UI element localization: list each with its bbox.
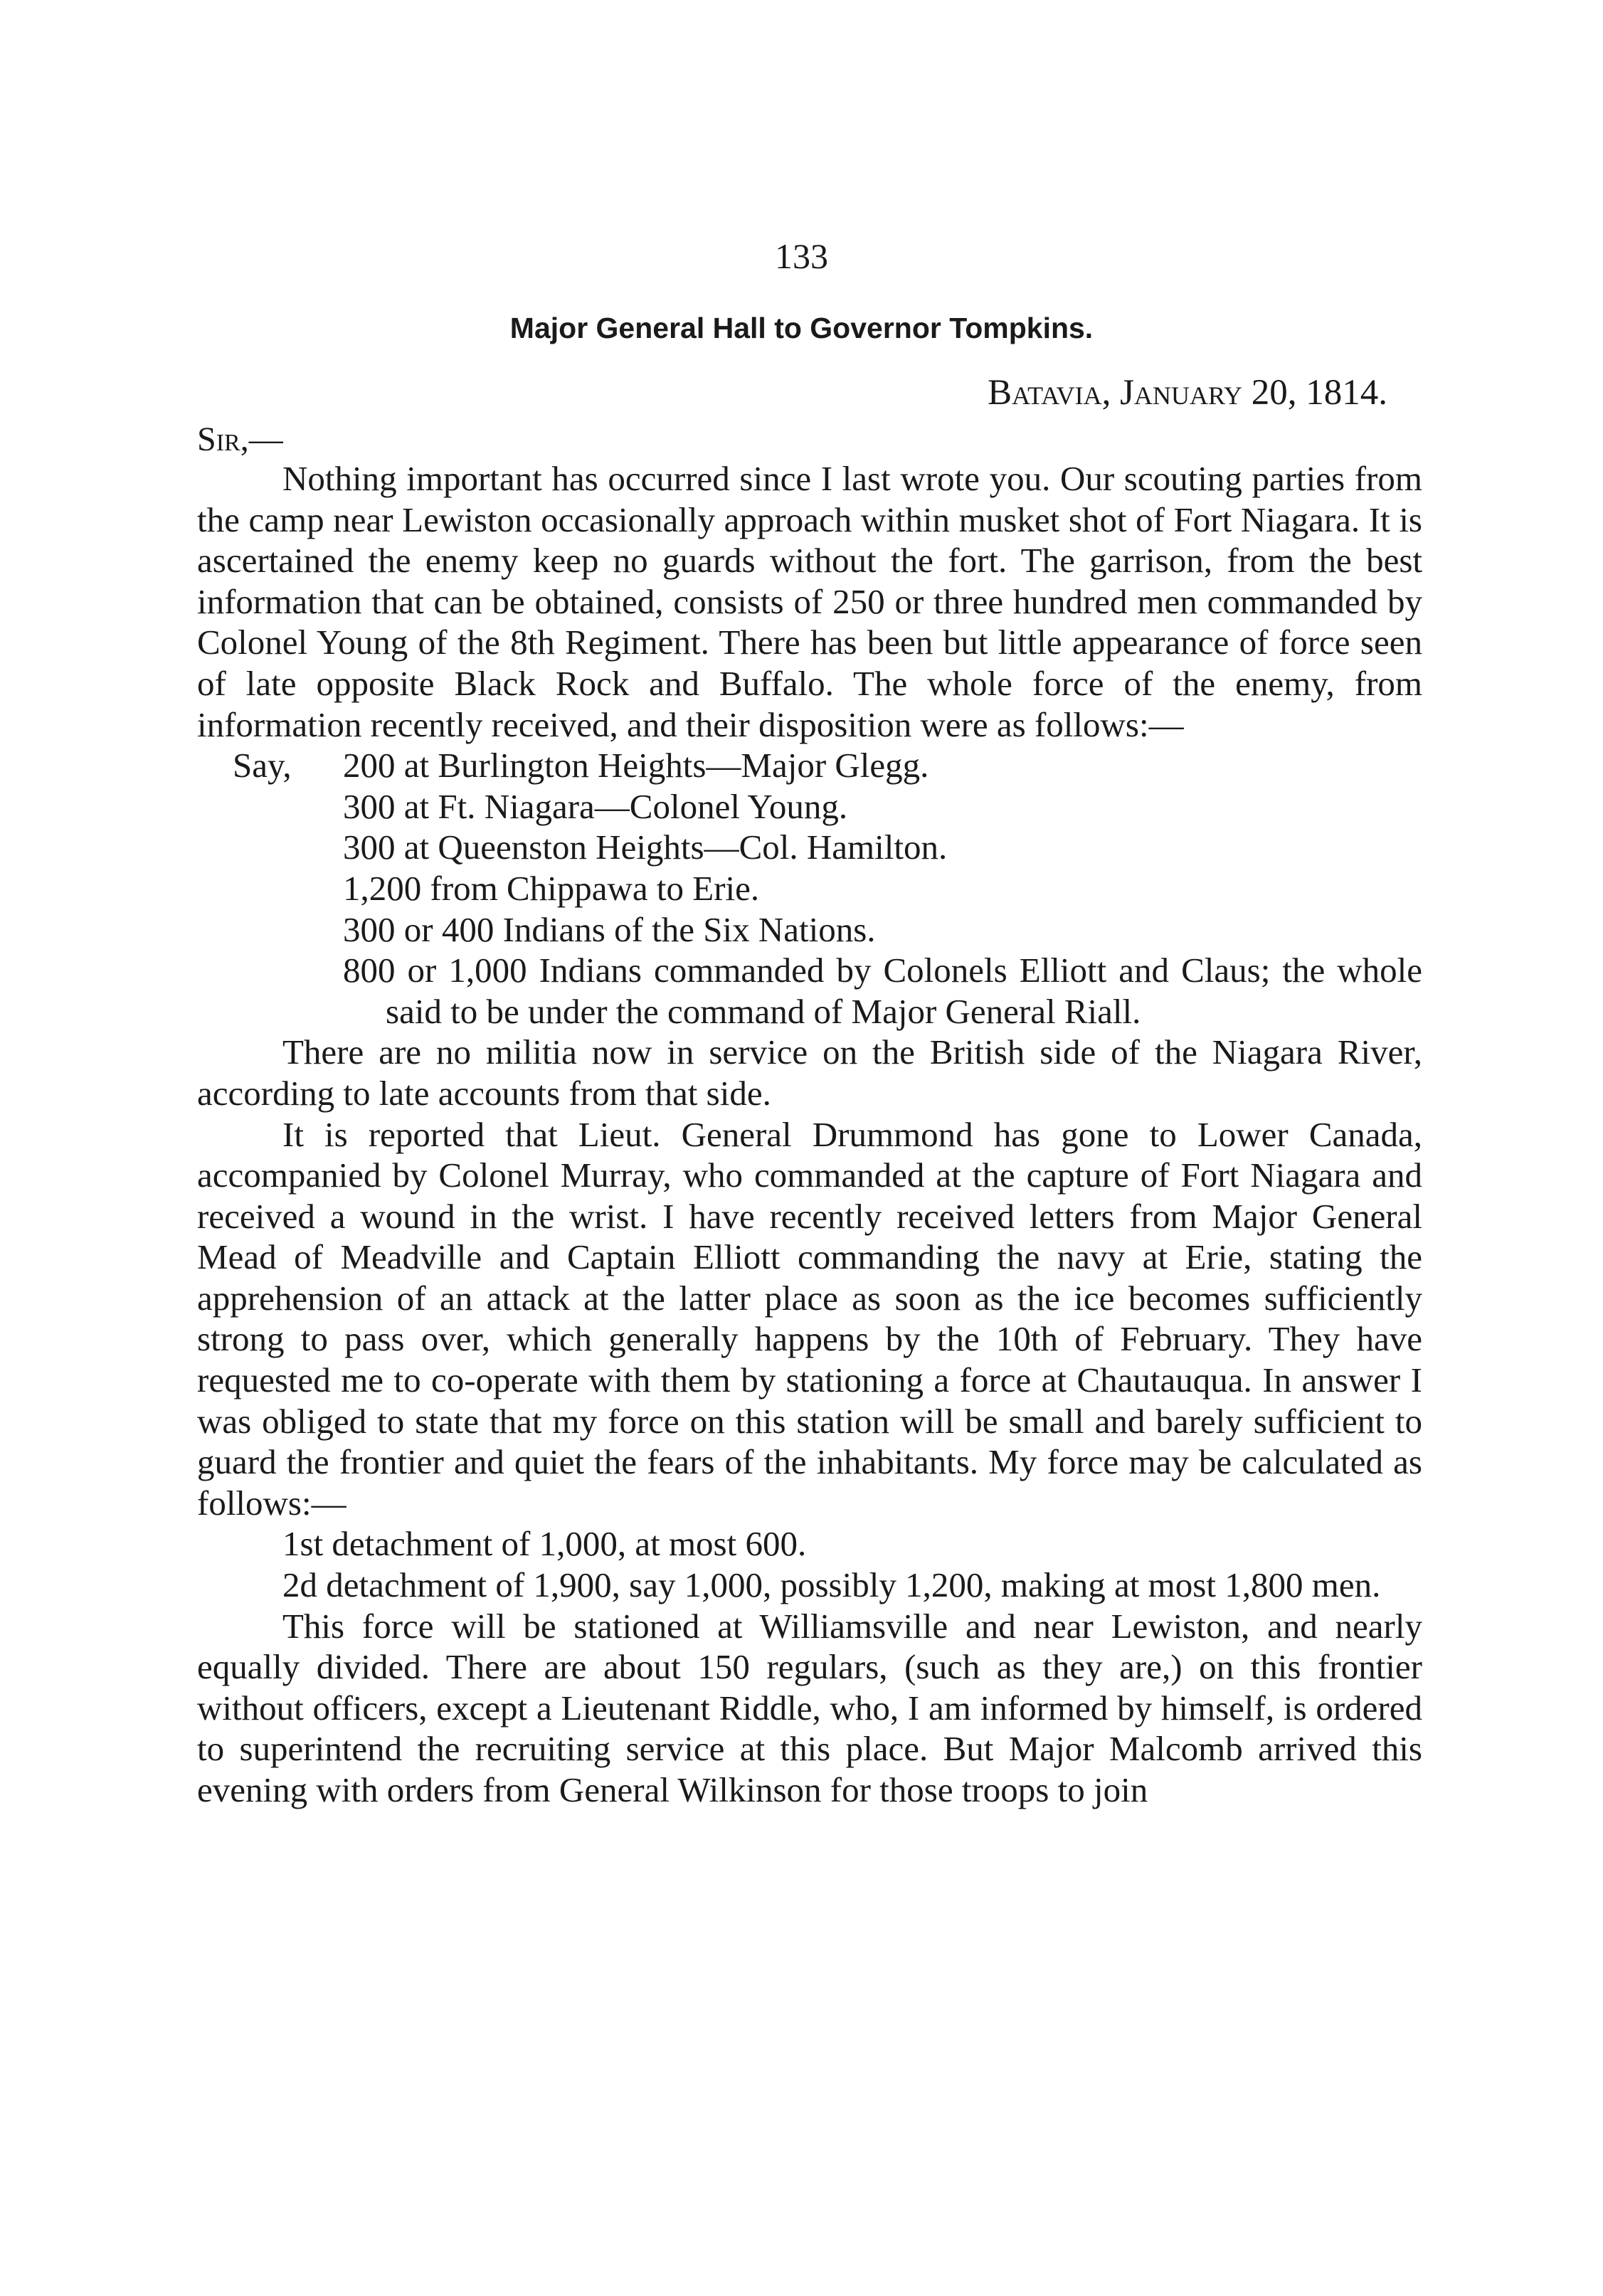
paragraph-6: This force will be stationed at Williamsville and near Lewiston, and nearly equally divided. There are about 150 regulars, (such as they are,) on this frontier without officers, except a Lieutenant Riddle, who, I am informed by himself, is ordered to superintend the recruiting service at this place. But Major Malcomb arrived this evening with orders from General Wilkinson for those troops to join [197, 1606, 1422, 1809]
paragraph-1: Nothing important has occurred since I last wrote you. Our scouting parties from the camp near Lewiston occasionally approach within musket shot of Fort Niagara. It is ascertained the enemy keep no guards without the fort. The garrison, from the best information that can be obtained, consists of 250 or three hundred men commanded by Colonel Young of the 8th Regiment. There has been but little appearance of force seen of late opposite Black Rock and Buffalo. The whole force of the enemy, from information recently received, and their disposition were as follows:— [197, 459, 1422, 744]
list-item [197, 868, 1422, 909]
force-list [197, 745, 1422, 1032]
page-number: 133 [775, 236, 828, 276]
list-item [197, 950, 1422, 1032]
letter-heading: Major General Hall to Governor Tompkins. [509, 312, 1094, 344]
list-item-text: 800 or 1,000 Indians commanded by Colonels Elliott and Claus; the whole said to be under the command of Major General Riall. [343, 951, 1422, 1031]
letter-body [197, 458, 1422, 1811]
list-item [197, 827, 1422, 868]
dateline: Batavia, January 20, 1814. [988, 373, 1387, 413]
list-item-text: 1,200 from Chippawa to Erie. [343, 868, 760, 908]
list-item-text: 300 at Queenston Heights—Col. Hamilton. [343, 827, 948, 867]
list-item [197, 786, 1422, 827]
list-item-text: 200 at Burlington Heights—Major Glegg. [343, 746, 929, 785]
paragraph-5: 2d detachment of 1,900, say 1,000, possibly 1,200, making at most 1,800 men. [282, 1565, 1381, 1605]
list-item [197, 909, 1422, 951]
list-lead: Say, [233, 746, 292, 785]
paragraph-2: There are no militia now in service on the British side of the Niagara River, according to late accounts from that side. [197, 1032, 1422, 1113]
list-item-text: 300 at Ft. Niagara—Colonel Young. [343, 786, 848, 826]
list-item-text: 300 or 400 Indians of the Six Nations. [343, 909, 876, 949]
list-item [197, 745, 1422, 786]
paragraph-3: It is reported that Lieut. General Drummond has gone to Lower Canada, accompanied by Colonel Murray, who commanded at the capture of Fort Niagara and received a wound in the wrist. I have recently received letters from Major General Mead of Meadville and Captain Elliott commanding the navy at Erie, stating the apprehension of an attack at the latter place as soon as the ice becomes sufficiently strong to pass over, which generally happens by the 10th of February. They have requested me to co-operate with them by stationing a force at Chautauqua. In answer I was obliged to state that my force on this station will be small and barely sufficient to guard the frontier and quiet the fears of the inhabitants. My force may be calculated as follows:— [197, 1114, 1422, 1523]
paragraph-4: 1st detachment of 1,000, at most 600. [282, 1524, 807, 1564]
salutation: Sir,— [197, 420, 283, 458]
